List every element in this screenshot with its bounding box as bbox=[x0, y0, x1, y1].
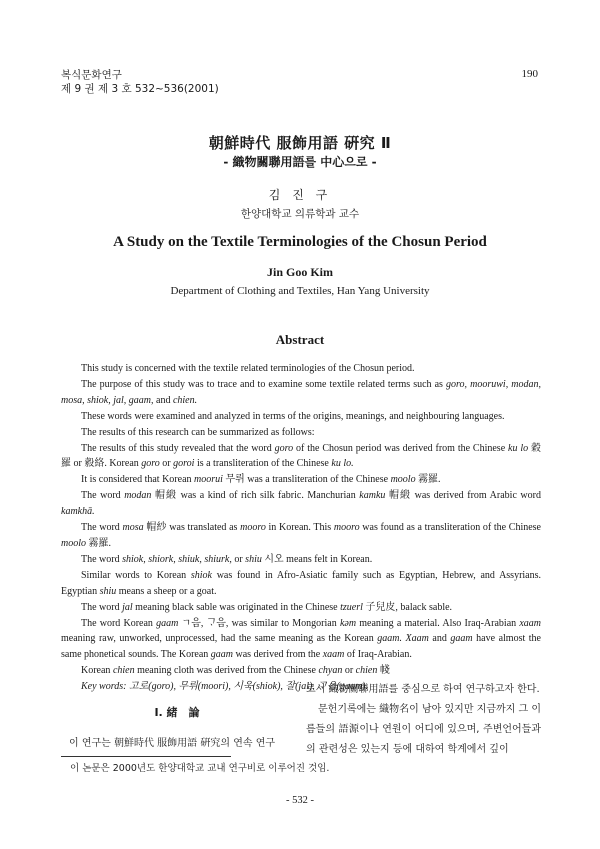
abstract-paragraph: The word shiok, shiork, shiuk, shiurk, or shiu 시오 means felt in Korean. bbox=[81, 553, 373, 565]
korean-author: 김 진 구 bbox=[268, 188, 332, 202]
right-column bbox=[306, 680, 541, 760]
korean-subtitle: - 織物關聯用語를 中心으로 - bbox=[223, 155, 377, 169]
abstract-paragraph: Similar words to Korean shiok was found in Afro-Asiatic family such as Egyptian, Hebrew, and Assyrians. Egyptian shiu means a sheep or a goat. bbox=[61, 569, 542, 597]
abstract-paragraph: Korean chien meaning cloth was derived from the Chinese chyan or chien 帴 bbox=[81, 665, 390, 677]
volume-line: 제 9 권 제 3 호 532~536(2001) bbox=[61, 83, 219, 95]
abstract-heading: Abstract bbox=[275, 332, 325, 347]
left-column bbox=[61, 695, 293, 754]
keywords: Key words: 고로(goro), 무뤼(moori), 시욱(shiok), 잘(jal), ᄀᆞ음(gaam). bbox=[81, 681, 368, 693]
abstract-body bbox=[61, 361, 541, 695]
abstract-paragraph: The word mosa 帽紗 was translated as mooro in Korean. This mooro was found as a transliteration of the Chinese moolo 霧羅. bbox=[61, 522, 541, 549]
footnote-divider bbox=[61, 756, 231, 757]
abstract-paragraph: The results of this research can be summarized as follows: bbox=[81, 426, 315, 438]
abstract-paragraph: The purpose of this study was to trace and to examine some textile related terms such as goro, mooruwi, modan, mosa, shiok, jal, gaam, and chien. bbox=[61, 378, 541, 406]
footnote: 이 논문은 2000년도 한양대학교 교내 연구비로 이루어진 것임. bbox=[70, 763, 330, 774]
abstract-paragraph: The results of this study revealed that the word goro of the Chosun period was derived from the Chinese ku lo 穀羅 or 縠絡. Korean goro or goroi is a transliteration of the Chinese ku lo. bbox=[61, 442, 542, 470]
english-affiliation: Department of Clothing and Textiles, Han Yang University bbox=[170, 285, 430, 297]
korean-affiliation: 한양대학교 의류학과 교수 bbox=[240, 208, 360, 220]
abstract-paragraph: The word jal meaning black sable was originated in the Chinese tzuerl 子兒皮, balack sable. bbox=[81, 601, 453, 613]
english-author: Jin Goo Kim bbox=[266, 265, 333, 279]
body-paragraph: 로서 織物關聯用語를 중심으로 하여 연구하고자 한다. bbox=[306, 684, 540, 695]
section-heading: Ⅰ. 緒 論 bbox=[154, 706, 200, 719]
abstract-paragraph: This study is concerned with the textile related terminologies of the Chosun period. bbox=[81, 363, 415, 374]
body-paragraph: 문헌기록에는 織物名이 남아 있지만 지금까지 그 이름들의 語源이나 연원이 어디에 있으며, 주변언어들과의 관련성은 있는지 등에 대하여 학계에서 깊이 bbox=[306, 704, 541, 755]
journal-info bbox=[61, 68, 219, 96]
abstract-paragraph: These words were examined and analyzed in terms of the origins, meanings, and neighbouring languages. bbox=[81, 410, 505, 422]
korean-title: 朝鮮時代 服飾用語 硏究 Ⅱ bbox=[208, 134, 392, 152]
abstract-paragraph: The word modan 帽緞 was a kind of rich silk fabric. Manchurian kamku 帽緞 was derived from Arabic word kamkhā. bbox=[61, 490, 541, 518]
abstract-paragraph: It is considered that Korean moorui 무뤼 was a transliteration of the Chinese moolo 霧羅. bbox=[81, 474, 441, 486]
abstract-paragraph: The word Korean gaam ㄱ음, ᄀᆞ음, was similar to Mongorian kəm meaning a material. Also Iraq-Arabian xaam meaning raw, unworked, unprocessed, had the same meaning as the Korean gaam. Xaam and gaam have almost the same phonetical sounds. The Korean gaam was derived from the xaam of Iraq-Arabian. bbox=[61, 617, 542, 661]
footer-page-number: - 532 - bbox=[286, 795, 314, 806]
body-paragraph: 이 연구는 朝鮮時代 服飾用語 硏究의 연속 연구 bbox=[69, 738, 276, 749]
english-title: A Study on the Textile Terminologies of the Chosun Period bbox=[113, 234, 487, 250]
journal-name: 복식문화연구 bbox=[61, 69, 122, 81]
page-number: 190 bbox=[521, 68, 538, 80]
